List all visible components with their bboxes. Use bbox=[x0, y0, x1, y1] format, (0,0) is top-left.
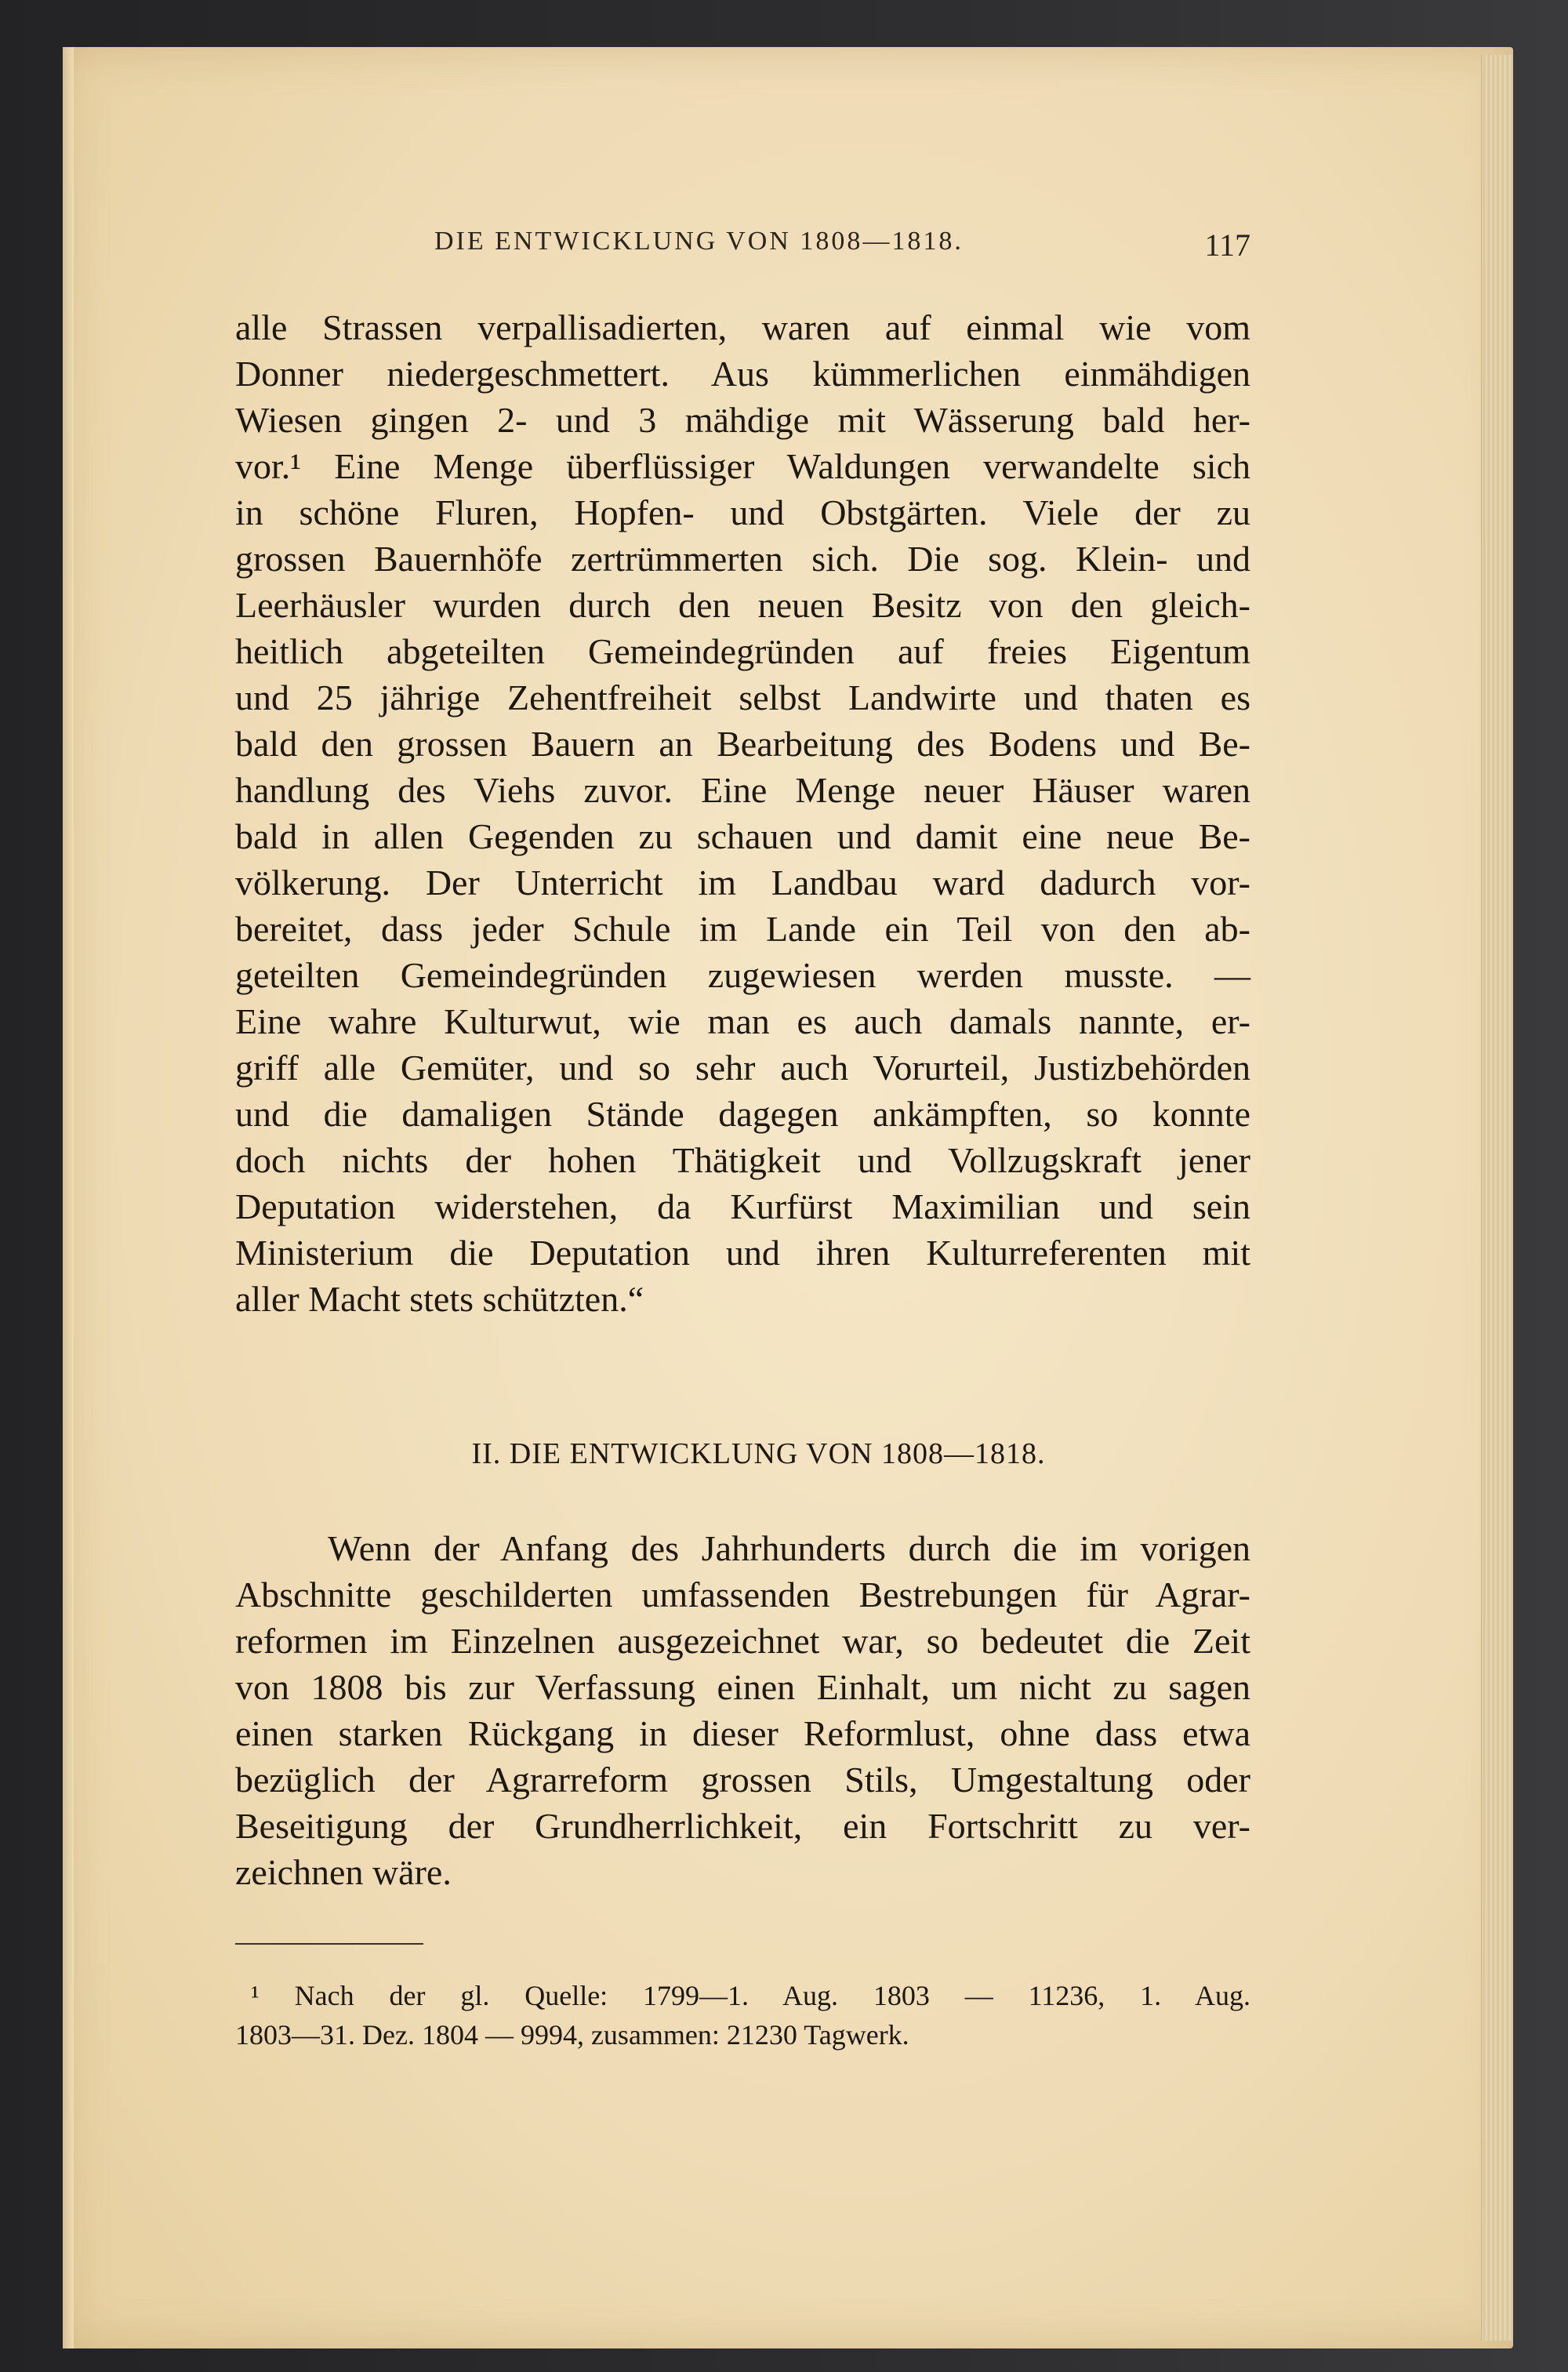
text-line: Leerhäusler wurden durch den neuen Besitz von den gleich- bbox=[235, 585, 1250, 625]
footnotes bbox=[235, 1976, 1250, 2054]
text-line: bald den grossen Bauern an Bearbeitung des Bodens und Be- bbox=[235, 724, 1250, 764]
page-number: 117 bbox=[1204, 227, 1250, 263]
running-head bbox=[235, 227, 1250, 274]
text-line: bald in allen Gegenden zu schauen und damit eine neue Be- bbox=[235, 816, 1250, 856]
section-heading: II. DIE ENTWICKLUNG VON 1808—1818. bbox=[471, 1437, 1046, 1470]
text-line: in schöne Fluren, Hopfen- und Obstgärten. Viele der zu bbox=[235, 492, 1250, 532]
text-line: einen starken Rückgang in dieser Reformlust, ohne dass etwa bbox=[235, 1713, 1250, 1753]
page-edge-stack bbox=[1481, 55, 1513, 2341]
text-line: völkerung. Der Unterricht im Landbau ward dadurch vor- bbox=[235, 863, 1250, 903]
text-line: aller Macht stets schützten.“ bbox=[235, 1279, 644, 1319]
footnote-line: 1803—31. Dez. 1804 — 9994, zusammen: 21230 Tagwerk. bbox=[235, 2019, 909, 2051]
body-paragraph-2 bbox=[235, 1525, 1250, 1895]
text-line: bezüglich der Agrarreform grossen Stils, Umgestaltung oder bbox=[235, 1760, 1250, 1800]
text-line: Wiesen gingen 2- und 3 mähdige mit Wässerung bald her- bbox=[235, 400, 1250, 440]
text-line: griff alle Gemüter, und so sehr auch Vorurteil, Justizbehörden bbox=[235, 1048, 1250, 1088]
text-line: von 1808 bis zur Verfassung einen Einhalt, um nicht zu sagen bbox=[235, 1667, 1250, 1707]
text-line: handlung des Viehs zuvor. Eine Menge neuer Häuser waren bbox=[235, 770, 1250, 810]
body-paragraph-1 bbox=[235, 304, 1250, 1322]
footnote-rule bbox=[235, 1943, 423, 1945]
text-line: vor.¹ Eine Menge überflüssiger Waldungen verwandelte sich bbox=[235, 446, 1250, 486]
text-line: alle Strassen verpallisadierten, waren auf einmal wie vom bbox=[235, 307, 1250, 347]
text-line: Abschnitte geschilderten umfassenden Bestrebungen für Agrar- bbox=[235, 1575, 1250, 1615]
text-line: grossen Bauernhöfe zertrümmerten sich. Die sog. Klein- und bbox=[235, 539, 1250, 579]
text-line: geteilten Gemeindegründen zugewiesen werden musste. — bbox=[235, 955, 1250, 995]
text-line: doch nichts der hohen Thätigkeit und Vollzugskraft jener bbox=[235, 1140, 1250, 1180]
text-line: Deputation widerstehen, da Kurfürst Maximilian und sein bbox=[235, 1186, 1250, 1226]
page-gutter bbox=[63, 47, 74, 2348]
text-line: reformen im Einzelnen ausgezeichnet war, so bedeutet die Zeit bbox=[235, 1621, 1250, 1661]
text-line: Wenn der Anfang des Jahrhunderts durch die im vorigen bbox=[328, 1528, 1250, 1568]
running-head-title: DIE ENTWICKLUNG VON 1808—1818. bbox=[434, 227, 964, 256]
footnote-line: ¹ Nach der gl. Quelle: 1799—1. Aug. 1803 — 11236, 1. Aug. bbox=[251, 1980, 1250, 2011]
text-line: und 25 jährige Zehentfreiheit selbst Landwirte und thaten es bbox=[235, 677, 1250, 717]
text-line: Eine wahre Kulturwut, wie man es auch damals nannte, er- bbox=[235, 1001, 1250, 1041]
text-line: heitlich abgeteilten Gemeindegründen auf freies Eigentum bbox=[235, 631, 1250, 671]
text-line: Donner niedergeschmettert. Aus kümmerlichen einmähdigen bbox=[235, 354, 1250, 394]
text-line: zeichnen wäre. bbox=[235, 1852, 452, 1892]
text-line: und die damaligen Stände dagegen ankämpften, so konnte bbox=[235, 1094, 1250, 1134]
text-line: Ministerium die Deputation und ihren Kulturreferenten mit bbox=[235, 1233, 1250, 1273]
text-line: Beseitigung der Grundherrlichkeit, ein Fortschritt zu ver- bbox=[235, 1806, 1250, 1846]
text-line: bereitet, dass jeder Schule im Lande ein Teil von den ab- bbox=[235, 909, 1250, 949]
